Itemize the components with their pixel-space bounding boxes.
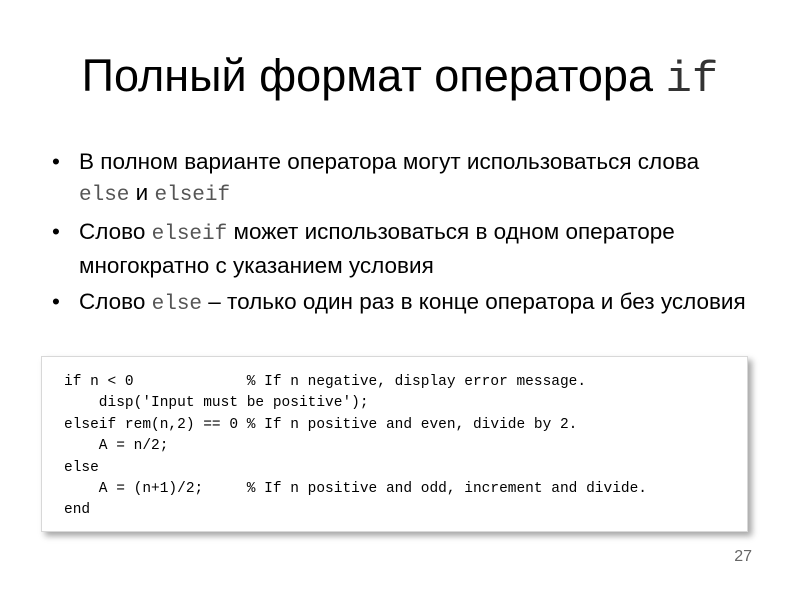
page-number: 27 xyxy=(734,548,752,565)
code-block xyxy=(64,372,647,522)
bullet-dot-icon: • xyxy=(52,219,60,244)
code-line: disp('Input must be positive'); xyxy=(64,395,369,412)
bullet-text: Слово xyxy=(79,289,152,314)
bullet-item xyxy=(52,286,752,320)
bullet-dot-icon: • xyxy=(52,289,60,314)
bullet-dot-icon: • xyxy=(52,149,60,174)
title-text: Полный формат оператора xyxy=(81,50,666,101)
bullet-text: – только один раз в конце оператора и без условия xyxy=(202,289,746,314)
bullet-text: Слово xyxy=(79,219,152,244)
code-line: A = n/2; xyxy=(64,438,169,455)
code-line: else xyxy=(64,459,99,476)
code-line: end xyxy=(64,502,91,519)
bullet-text: В полном варианте оператора могут использоваться слова xyxy=(79,149,700,174)
slide-title xyxy=(0,48,800,108)
inline-code: elseif xyxy=(151,223,228,246)
code-line: A = (n+1)/2; % If n positive and odd, increment and divide. xyxy=(64,481,647,498)
bullet-text: может использоваться в одном операторе многократно с указанием условия xyxy=(79,219,675,278)
bullet-item xyxy=(52,146,752,211)
inline-code: else xyxy=(151,293,203,316)
inline-code: elseif xyxy=(154,184,231,207)
bullet-text: и xyxy=(129,180,155,205)
inline-code: else xyxy=(79,184,130,207)
bullet-item xyxy=(52,216,752,281)
bullet-list xyxy=(52,146,752,325)
code-line: elseif rem(n,2) == 0 % If n positive and even, divide by 2. xyxy=(64,416,578,433)
code-line: if n < 0 % If n negative, display error message. xyxy=(64,374,587,390)
title-keyword: if xyxy=(665,55,719,105)
code-example-box xyxy=(41,356,748,532)
